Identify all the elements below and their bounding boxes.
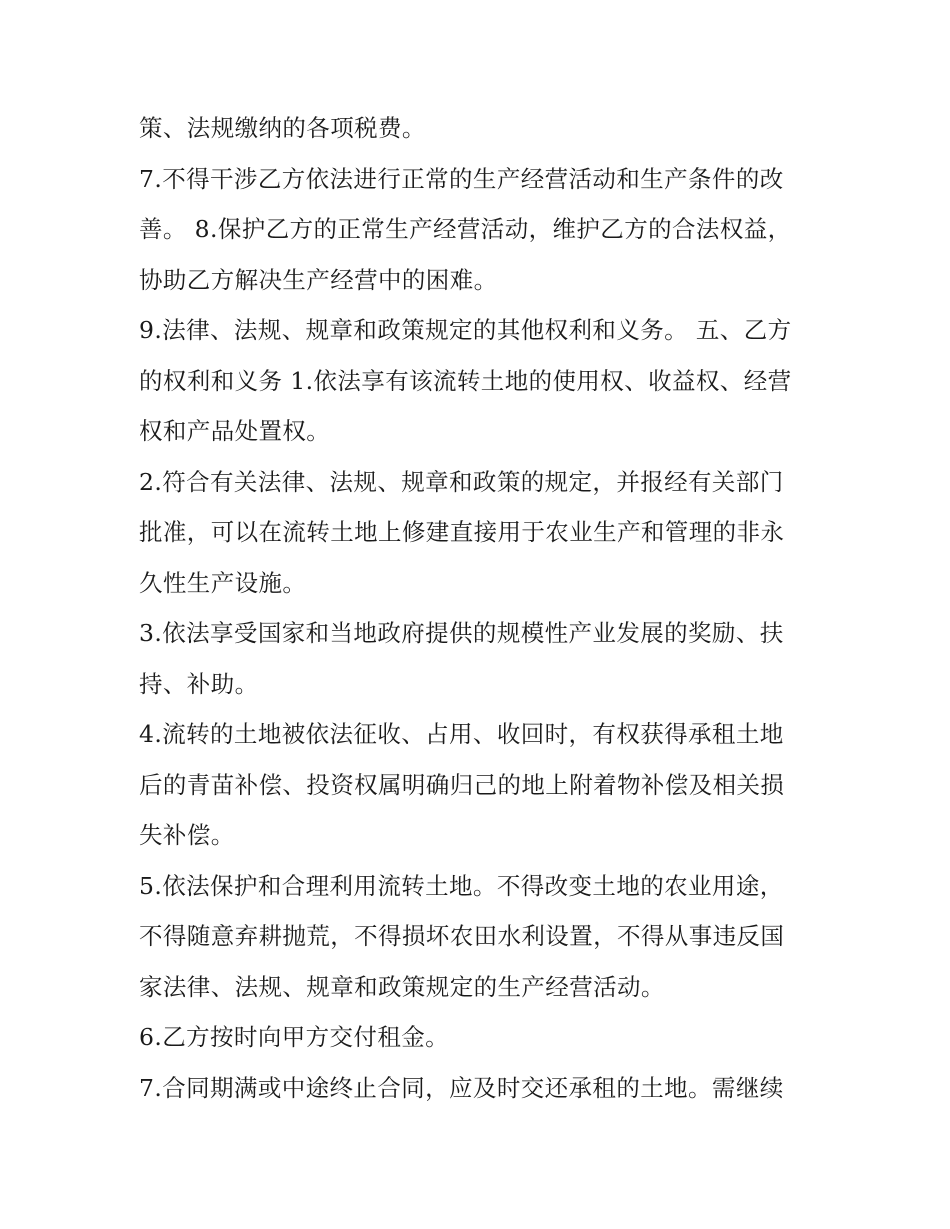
text-line: 不得随意弃耕抛荒，不得损坏农田水利设置，不得从事违反国 (139, 922, 785, 950)
text-line: 7.不得干涉乙方依法进行正常的生产经营活动和生产条件的改 (139, 164, 784, 193)
text-line: 协助乙方解决生产经营中的困难。 (139, 265, 498, 294)
text-line: 久性生产设施。 (139, 568, 307, 597)
document-body (139, 103, 819, 1113)
text-line: 3.依法享受国家和当地政府提供的规模性产业发展的奖励、扶 (139, 619, 784, 647)
text-line: 失补偿。 (139, 821, 235, 849)
text-line: 后的青苗补偿、投资权属明确归己的地上附着物补偿及相关损 (139, 770, 785, 799)
text-line: 持、补助。 (139, 669, 259, 698)
text-line: 权和产品处置权。 (139, 417, 331, 445)
text-line: 2.符合有关法律、法规、规章和政策的规定，并报经有关部门 (139, 467, 784, 496)
text-line: 批准，可以在流转土地上修建直接用于农业生产和管理的非永 (139, 518, 785, 546)
text-line: 4.流转的土地被依法征收、占用、收回时，有权获得承租土地 (139, 720, 784, 748)
text-line: 的权利和义务 1.依法享有该流转土地的使用权、收益权、经营 (139, 366, 792, 395)
text-line: 9.法律、法规、规章和政策规定的其他权利和义务。 五、乙方 (139, 316, 792, 344)
text-line: 6.乙方按时向甲方交付租金。 (139, 1023, 450, 1051)
text-line: 7.合同期满或中途终止合同，应及时交还承租的土地。需继续 (139, 1073, 784, 1102)
text-line: 5.依法保护和合理利用流转土地。不得改变土地的农业用途， (139, 871, 784, 900)
text-line: 家法律、法规、规章和政策规定的生产经营活动。 (139, 972, 665, 1001)
text-line: 策、法规缴纳的各项税费。 (139, 114, 426, 142)
text-line: 善。 8.保护乙方的正常生产经营活动，维护乙方的合法权益， (139, 215, 792, 243)
